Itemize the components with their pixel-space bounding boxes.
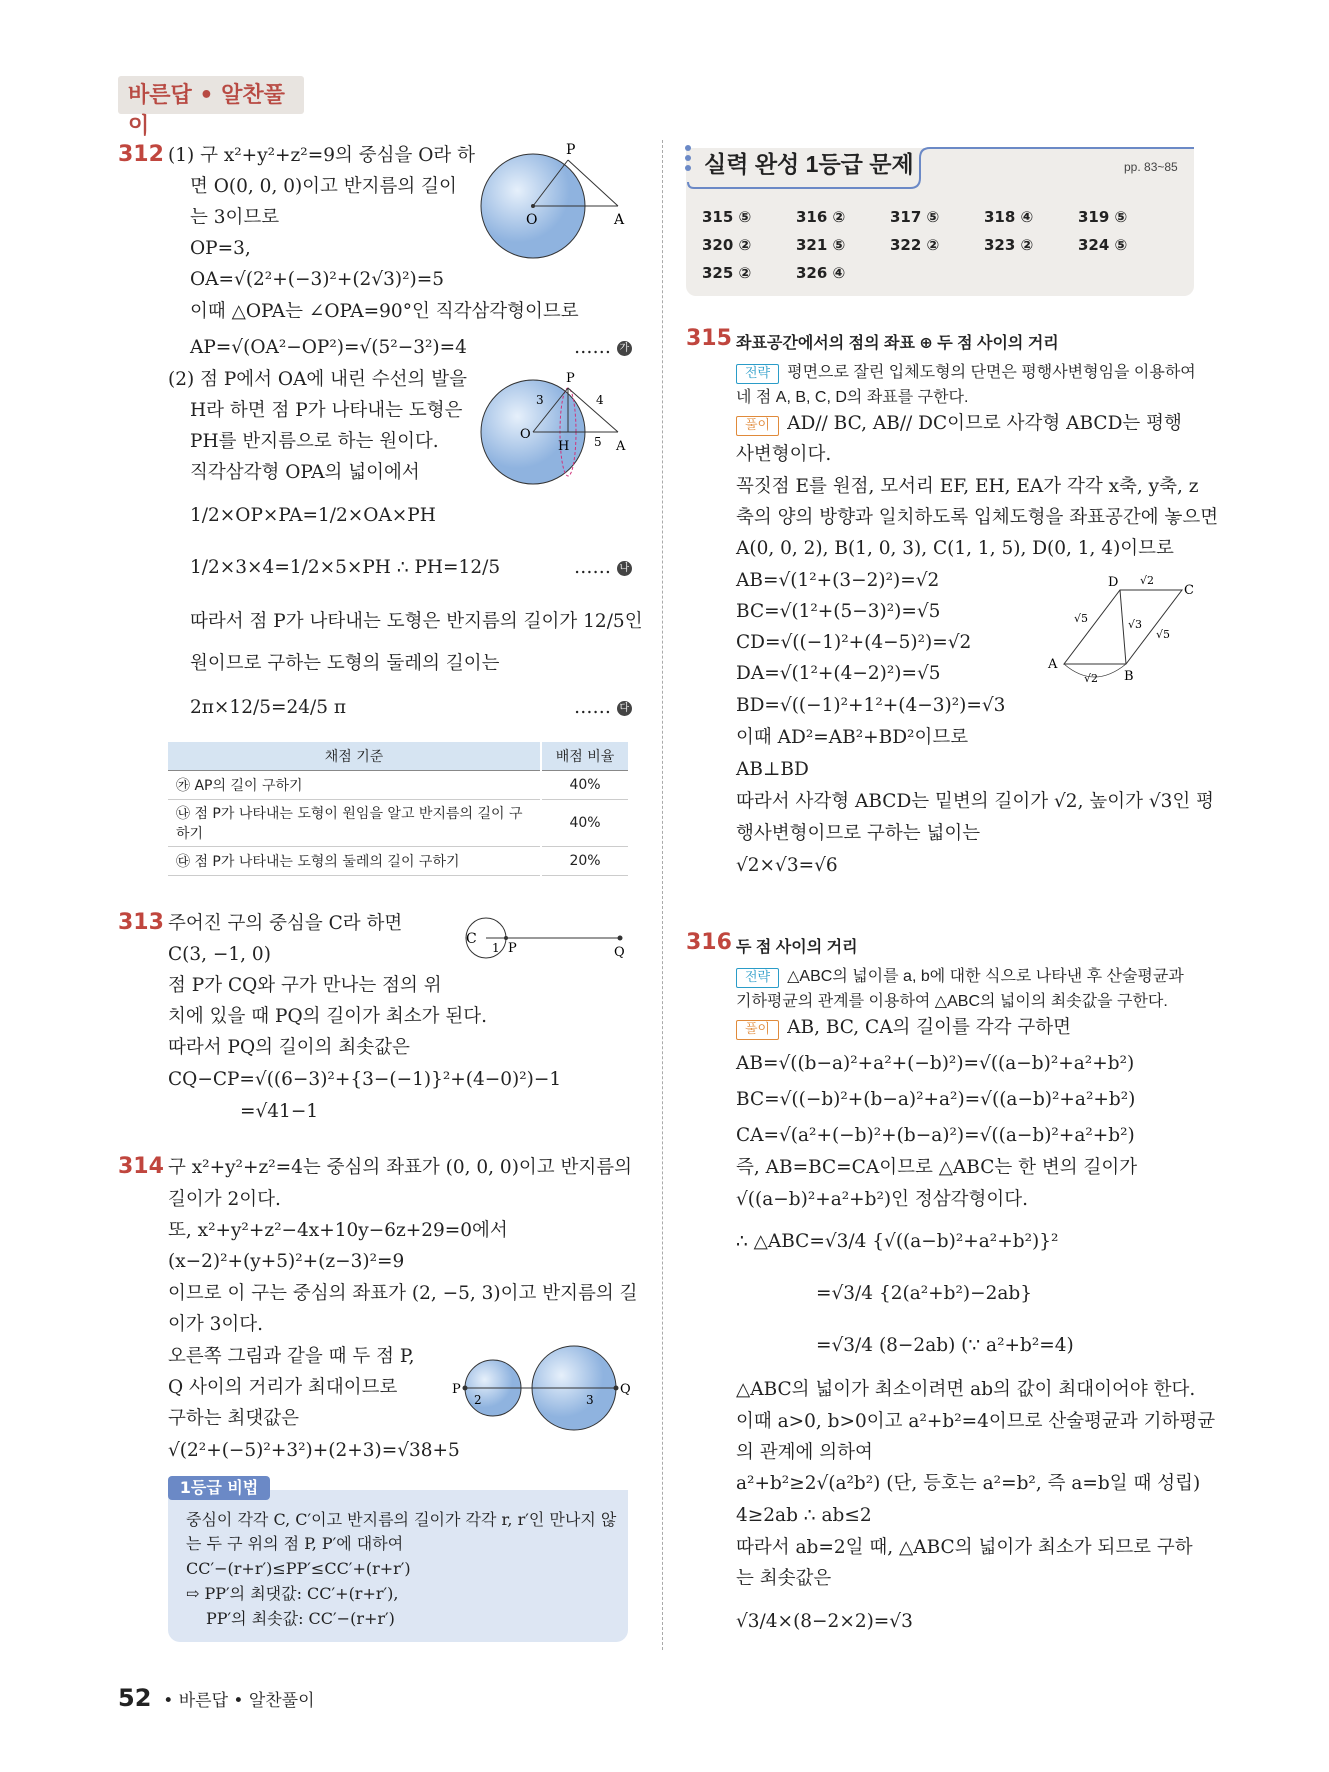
text-line: OA=√(2²+(−3)²+(2√3)²)=5 <box>190 269 445 290</box>
text-line: 꼭짓점 E를 원점, 모서리 EF, EH, EA가 각각 x축, y축, z <box>736 476 1199 497</box>
table-header: 채점 기준 <box>168 742 541 771</box>
sphere-figure-2 <box>470 366 640 490</box>
label-P: P <box>508 941 517 956</box>
sphere-line-figure <box>456 912 640 962</box>
text-line: a²+b²≥2√(a²b²) (단, 등호는 a²=b², 즉 a=b일 때 성립) <box>736 1473 1201 1494</box>
text-line: BC=√((−b)²+(b−a)²+a²)=√((a−b)²+a²+b²) <box>736 1089 1136 1110</box>
text-line: H라 하면 점 P가 나타내는 도형은 <box>190 400 463 421</box>
two-spheres-figure <box>448 1338 638 1434</box>
table-row <box>168 800 628 847</box>
label-1: 1 <box>492 941 500 955</box>
text-line: √2×√3=√6 <box>736 855 838 876</box>
problem-number: 315 <box>686 326 732 351</box>
problem-number: 316 <box>686 930 732 955</box>
page-header <box>118 76 304 139</box>
label-O: O <box>520 427 531 442</box>
text-line: 점 P가 CQ와 구가 만나는 점의 위 <box>168 975 442 996</box>
text-line: 치에 있을 때 PQ의 길이가 최소가 된다. <box>168 1006 487 1027</box>
text-line: (2) 점 P에서 OA에 내린 수선의 발을 <box>168 369 468 390</box>
mark-na: 나 <box>617 561 632 576</box>
text-line: 원이므로 구하는 도형의 둘레의 길이는 <box>190 653 500 674</box>
text-line: BD=√((−1)²+1²+(4−3)²)=√3 <box>736 695 1006 716</box>
mark-ga: 가 <box>617 341 632 356</box>
strategy-tag: 전략 <box>736 968 779 988</box>
mark-line <box>574 556 632 580</box>
text-line: =√41−1 <box>240 1101 319 1122</box>
text-line: 오른쪽 그림과 같을 때 두 점 P, <box>168 1346 415 1367</box>
page-number: 52 <box>118 1684 152 1712</box>
label-P: P <box>566 142 576 158</box>
dots: …… <box>574 337 611 358</box>
label-C: C <box>1184 583 1194 598</box>
mark-da: 다 <box>617 701 632 716</box>
text-line: 또, x²+y²+z²−4x+10y−6z+29=0에서 <box>168 1220 508 1241</box>
label-A: A <box>1048 657 1058 672</box>
text-line: 네 점 A, B, C, D의 좌표를 구한다. <box>736 389 969 406</box>
footer-label: • 바른답 • 알찬풀이 <box>163 1691 315 1711</box>
solution-tag: 풀이 <box>736 1020 779 1040</box>
text-line: AB, BC, CA의 길이를 각각 구하면 <box>787 1017 1072 1038</box>
dots: …… <box>574 697 611 718</box>
label-sqrt2-bottom: √2 <box>1084 672 1099 685</box>
text-line: AB⊥BD <box>736 759 809 780</box>
text-line: 축의 양의 방향과 일치하도록 입체도형을 좌표공간에 놓으면 <box>736 507 1219 528</box>
text-line: 직각삼각형 OPA의 넓이에서 <box>190 462 420 483</box>
text-line: 1/2×OP×PA=1/2×OA×PH <box>190 505 436 526</box>
text-line: (x−2)²+(y+5)²+(z−3)²=9 <box>168 1251 405 1272</box>
scoring-table <box>168 742 628 876</box>
answer-item: 323 ② <box>984 236 1034 254</box>
table-row <box>168 847 628 876</box>
answer-item: 320 ② <box>702 236 752 254</box>
text-line: Q 사이의 거리가 최대이므로 <box>168 1377 398 1398</box>
text-line: =√3/4 (8−2ab) (∵ a²+b²=4) <box>816 1335 1074 1356</box>
text-line: AD// BC, AB// DC이므로 사각형 ABCD는 평행 <box>787 413 1182 434</box>
answer-item: 325 ② <box>702 264 752 282</box>
text-line: 면 O(0, 0, 0)이고 반지름의 길이 <box>190 176 457 197</box>
header-title: 바른답 • 알찬풀이 <box>128 83 285 139</box>
answer-item: 315 ⑤ <box>702 208 752 226</box>
text-line: 구하는 최댓값은 <box>168 1408 299 1429</box>
text-line: 이가 3이다. <box>168 1314 264 1335</box>
text-line: AB=√(1²+(3−2)²)=√2 <box>736 570 940 591</box>
text-line: 는 최솟값은 <box>736 1568 832 1589</box>
text-line: 길이가 2이다. <box>168 1189 281 1210</box>
label-A: A <box>614 212 625 228</box>
problem-number: 313 <box>118 910 164 935</box>
text-line: 평면으로 잘린 입체도형의 단면은 평행사변형임을 이용하여 <box>787 364 1196 381</box>
label-2: 2 <box>474 1393 482 1407</box>
answer-item: 319 ⑤ <box>1078 208 1128 226</box>
answer-item: 326 ④ <box>796 264 846 282</box>
page-footer <box>118 1684 315 1712</box>
tip-line: 는 두 구 위의 점 P, P′에 대하여 <box>186 1534 404 1553</box>
table-cell: 40% <box>541 771 628 800</box>
label-Q: Q <box>620 1382 631 1397</box>
text-line: AP=√(OA²−OP²)=√(5²−3²)=4 <box>190 337 467 358</box>
text-line: 따라서 PQ의 길이의 최솟값은 <box>168 1037 410 1058</box>
text-line: 사변형이다. <box>736 444 832 465</box>
answer-item: 322 ② <box>890 236 940 254</box>
label-B: B <box>1124 669 1134 684</box>
text-line: 1/2×3×4=1/2×5×PH ∴ PH=12/5 <box>190 557 501 578</box>
parallelogram-figure <box>1044 570 1204 686</box>
answers-pages: pp. 83~85 <box>1124 160 1178 174</box>
text-line: 주어진 구의 중심을 C라 하면 <box>168 913 403 934</box>
answer-item: 321 ⑤ <box>796 236 846 254</box>
label-Q: Q <box>614 945 625 960</box>
tip-line: ⇨ PP′의 최댓값: CC′+(r+r′), <box>186 1584 399 1603</box>
text-line: △ABC의 넓이가 최소이려면 ab의 값이 최대이어야 한다. <box>736 1379 1196 1400</box>
text-line: ∴ △ABC=√3/4 {√((a−b)²+a²+b²)}² <box>736 1231 1059 1252</box>
label-H: H <box>558 439 570 454</box>
dots: …… <box>574 557 611 578</box>
text-line: 따라서 점 P가 나타내는 도형은 반지름의 길이가 12/5인 <box>190 611 643 632</box>
column-divider <box>662 140 663 1650</box>
text-line: 따라서 사각형 ABCD는 밑변의 길이가 √2, 높이가 √3인 평 <box>736 791 1215 812</box>
label-3: 3 <box>536 393 544 407</box>
text-line: CD=√((−1)²+(4−5)²)=√2 <box>736 632 972 653</box>
text-line: 즉, AB=BC=CA이므로 △ABC는 한 변의 길이가 <box>736 1157 1138 1178</box>
text-line: 행사변형이므로 구하는 넓이는 <box>736 823 981 844</box>
table-header: 배점 비율 <box>541 742 628 771</box>
text-line: 기하평균의 관계를 이용하여 △ABC의 넓이의 최솟값을 구한다. <box>736 993 1168 1010</box>
tip-line: 중심이 각각 C, C′이고 반지름의 길이가 각각 r, r′인 만나지 않 <box>186 1510 617 1529</box>
text-line: A(0, 0, 2), B(1, 0, 3), C(1, 1, 5), D(0, 1, 4)이므로 <box>736 538 1174 559</box>
label-O: O <box>526 212 538 228</box>
text-line: √((a−b)²+a²+b²)인 정삼각형이다. <box>736 1189 1029 1210</box>
solution-tag: 풀이 <box>736 416 779 436</box>
tip-line: PP′의 최솟값: CC′−(r+r′) <box>206 1609 395 1628</box>
text-line: 4≥2ab ∴ ab≤2 <box>736 1505 872 1526</box>
text-line: 구 x²+y²+z²=4는 중심의 좌표가 (0, 0, 0)이고 반지름의 <box>168 1157 633 1178</box>
table-cell: 20% <box>541 847 628 876</box>
text-line: 의 관계에 의하여 <box>736 1442 873 1463</box>
answers-title: 실력 완성 1등급 문제 <box>704 151 914 177</box>
table-cell: ㉰ 점 P가 나타내는 도형의 둘레의 길이 구하기 <box>168 847 541 876</box>
text-line: DA=√(1²+(4−2)²)=√5 <box>736 663 941 684</box>
problem-number: 312 <box>118 142 164 167</box>
answer-item: 316 ② <box>796 208 846 226</box>
problem-topic: 좌표공간에서의 점의 좌표 ⊕ 두 점 사이의 거리 <box>736 335 1059 352</box>
text-line: √3/4×(8−2×2)=√3 <box>736 1611 913 1632</box>
label-P: P <box>566 371 575 386</box>
tip-line: CC′−(r+r′)≤PP′≤CC′+(r+r′) <box>186 1559 411 1578</box>
table-row <box>168 771 628 800</box>
text-line: 이때 AD²=AB²+BD²이므로 <box>736 727 969 748</box>
text-line: 이므로 이 구는 중심의 좌표가 (2, −5, 3)이고 반지름의 길 <box>168 1283 638 1304</box>
table-cell: 40% <box>541 800 628 847</box>
strategy-tag: 전략 <box>736 364 779 384</box>
label-sqrt5-left: √5 <box>1074 612 1089 625</box>
text-line: (1) 구 x²+y²+z²=9의 중심을 O라 하 <box>168 145 476 166</box>
text-line: PH를 반지름으로 하는 원이다. <box>190 431 439 452</box>
label-sqrt5-right: √5 <box>1156 628 1171 641</box>
label-C: C <box>466 931 477 947</box>
text-line: AB=√((b−a)²+a²+(−b)²)=√((a−b)²+a²+b²) <box>736 1053 1135 1074</box>
label-D: D <box>1108 575 1119 590</box>
problem-topic: 두 점 사이의 거리 <box>736 939 858 956</box>
answer-item: 318 ④ <box>984 208 1034 226</box>
text-line: C(3, −1, 0) <box>168 944 271 965</box>
table-cell: ㉮ AP의 길이 구하기 <box>168 771 541 800</box>
tip-title: 1등급 비법 <box>168 1476 270 1500</box>
label-sqrt3: √3 <box>1128 618 1143 631</box>
text-line: 따라서 ab=2일 때, △ABC의 넓이가 최소가 되므로 구하 <box>736 1537 1193 1558</box>
problem-number: 314 <box>118 1154 164 1179</box>
text-line: △ABC의 넓이를 a, b에 대한 식으로 나타낸 후 산술평균과 <box>787 968 1184 985</box>
label-A: A <box>616 439 626 454</box>
label-sqrt2-top: √2 <box>1140 574 1155 587</box>
label-P: P <box>452 1382 461 1397</box>
text-line: CA=√(a²+(−b)²+(b−a)²)=√((a−b)²+a²+b²) <box>736 1125 1135 1146</box>
answer-item: 317 ⑤ <box>890 208 940 226</box>
sphere-figure-1 <box>470 140 640 266</box>
label-5: 5 <box>594 435 602 449</box>
mark-line <box>574 336 632 360</box>
text-line: BC=√(1²+(5−3)²)=√5 <box>736 601 941 622</box>
text-line: =√3/4 {2(a²+b²)−2ab} <box>816 1283 1033 1304</box>
text-line: CQ−CP=√((6−3)²+{3−(−1)}²+(4−0)²)−1 <box>168 1069 562 1090</box>
text-line: 는 3이므로 <box>190 207 280 228</box>
text-line: 2π×12/5=24/5 π <box>190 697 347 718</box>
label-4: 4 <box>596 393 604 407</box>
text-line: 이때 △OPA는 ∠OPA=90°인 직각삼각형이므로 <box>190 301 579 322</box>
answer-item: 324 ⑤ <box>1078 236 1128 254</box>
table-cell: ㉯ 점 P가 나타내는 도형이 원임을 알고 반지름의 길이 구하기 <box>168 800 541 847</box>
text-line: √(2²+(−5)²+3²)+(2+3)=√38+5 <box>168 1440 460 1461</box>
mark-line <box>574 696 632 720</box>
text-line: OP=3, <box>190 238 251 259</box>
label-3: 3 <box>586 1393 594 1407</box>
text-line: 이때 a>0, b>0이고 a²+b²=4이므로 산술평균과 기하평균 <box>736 1411 1216 1432</box>
